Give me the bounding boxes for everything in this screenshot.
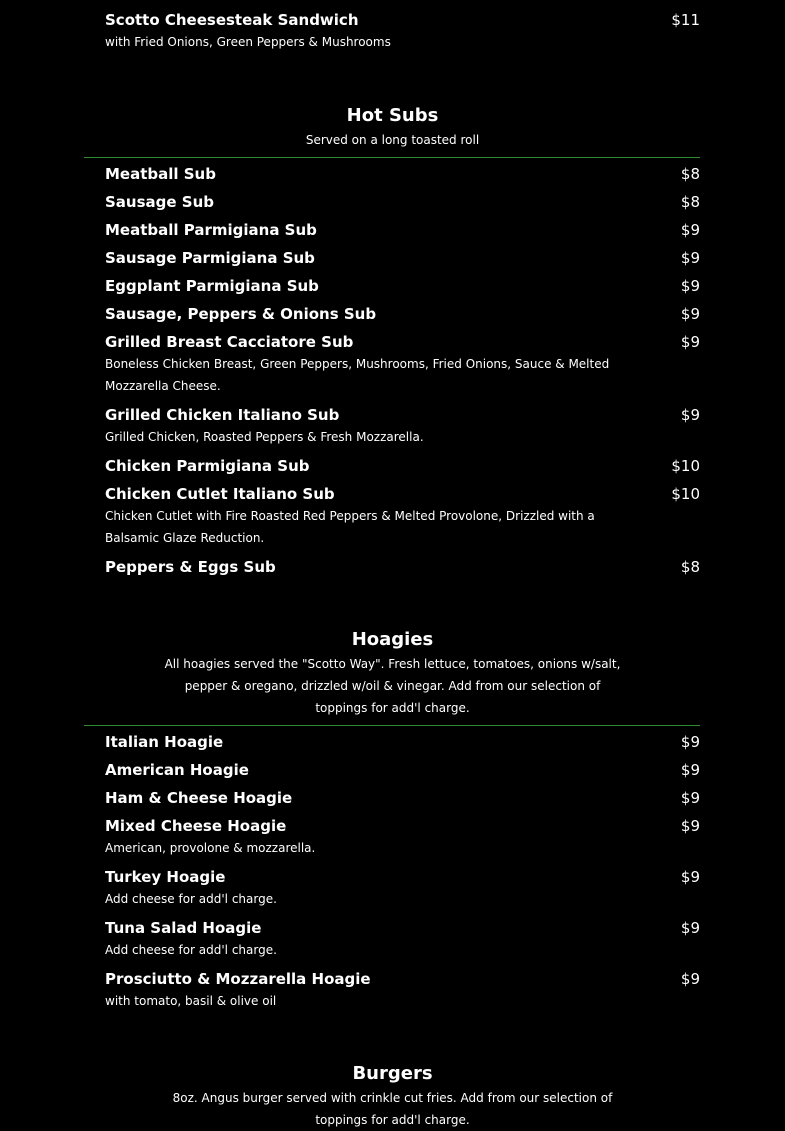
section-title: Hoagies	[351, 629, 434, 650]
menu-item	[105, 816, 700, 859]
item-price: $8	[680, 558, 700, 576]
section-title: Hot Subs	[346, 105, 439, 126]
item-name: Peppers & Eggs Sub	[105, 558, 276, 576]
section-subtitle: 8oz. Angus burger served with crinkle cut fries. Add from our selection of toppings for add'l charge.	[172, 1091, 613, 1127]
menu-item	[105, 220, 700, 240]
menu-item	[105, 248, 700, 268]
item-price: $11	[671, 11, 700, 29]
item-name: American Hoagie	[105, 761, 249, 779]
section-burgers	[0, 1062, 785, 1131]
section-subtitle: Served on a long toasted roll	[305, 133, 480, 147]
item-name: Mixed Cheese Hoagie	[105, 817, 287, 835]
item-name: Meatball Parmigiana Sub	[105, 221, 317, 239]
item-price: $9	[680, 868, 700, 886]
item-price: $9	[680, 333, 700, 351]
hot-subs-list	[105, 164, 700, 577]
item-name: Tuna Salad Hoagie	[105, 919, 262, 937]
item-name: Eggplant Parmigiana Sub	[105, 277, 319, 295]
item-description: Grilled Chicken, Roasted Peppers & Fresh Mozzarella.	[105, 430, 424, 444]
item-price: $9	[680, 277, 700, 295]
item-price: $9	[680, 733, 700, 751]
item-price: $9	[680, 249, 700, 267]
item-name: Sausage, Peppers & Onions Sub	[105, 305, 377, 323]
section-hoagies	[0, 628, 785, 1020]
item-name: Italian Hoagie	[105, 733, 224, 751]
item-description: Add cheese for add'l charge.	[105, 943, 277, 957]
item-name: Scotto Cheesesteak Sandwich	[105, 11, 359, 29]
item-price: $10	[671, 485, 700, 503]
menu-item	[105, 969, 700, 1012]
menu-item	[105, 867, 700, 910]
menu-item	[105, 164, 700, 184]
menu-item	[105, 484, 700, 549]
section-divider	[84, 725, 700, 726]
item-name: Sausage Sub	[105, 193, 215, 211]
hoagies-list	[105, 732, 700, 1012]
item-description: with Fried Onions, Green Peppers & Mushrooms	[105, 35, 391, 49]
menu-item	[105, 192, 700, 212]
item-price: $9	[680, 789, 700, 807]
menu-item	[105, 332, 700, 397]
menu-item	[105, 276, 700, 296]
menu-item	[105, 918, 700, 961]
item-name: Ham & Cheese Hoagie	[105, 789, 293, 807]
menu-item	[105, 760, 700, 780]
menu-item	[105, 456, 700, 476]
item-price: $9	[680, 761, 700, 779]
menu-item	[105, 557, 700, 577]
item-name: Chicken Parmigiana Sub	[105, 457, 310, 475]
menu-item	[105, 732, 700, 752]
section-subtitle: All hoagies served the "Scotto Way". Fresh lettuce, tomatoes, onions w/salt, pepper & oregano, drizzled w/oil & vinegar. Add from our selection of toppings for add'l charge.	[164, 657, 621, 715]
item-name: Grilled Chicken Italiano Sub	[105, 406, 340, 424]
item-description: American, provolone & mozzarella.	[105, 841, 316, 855]
menu-item-scotto-cheesesteak	[105, 10, 700, 53]
item-name: Turkey Hoagie	[105, 868, 226, 886]
item-name: Chicken Cutlet Italiano Sub	[105, 485, 335, 503]
item-description: Chicken Cutlet with Fire Roasted Red Peppers & Melted Provolone, Drizzled with a Balsamic Glaze Reduction.	[105, 509, 595, 545]
item-price: $9	[680, 221, 700, 239]
item-price: $9	[680, 305, 700, 323]
item-price: $10	[671, 457, 700, 475]
item-price: $8	[680, 193, 700, 211]
item-name: Grilled Breast Cacciatore Sub	[105, 333, 354, 351]
section-title: Burgers	[352, 1063, 433, 1084]
item-price: $9	[680, 817, 700, 835]
item-name: Sausage Parmigiana Sub	[105, 249, 315, 267]
item-price: $9	[680, 406, 700, 424]
item-price: $9	[680, 919, 700, 937]
menu-item	[105, 304, 700, 324]
item-description: Boneless Chicken Breast, Green Peppers, Mushrooms, Fried Onions, Sauce & Melted Mozzarella Cheese.	[105, 357, 610, 393]
item-description: with tomato, basil & olive oil	[105, 994, 277, 1008]
item-description: Add cheese for add'l charge.	[105, 892, 277, 906]
item-name: Meatball Sub	[105, 165, 216, 183]
item-name: Prosciutto & Mozzarella Hoagie	[105, 970, 371, 988]
menu-item	[105, 788, 700, 808]
section-hot-subs	[0, 104, 785, 585]
menu-item	[105, 405, 700, 448]
item-price: $9	[680, 970, 700, 988]
item-price: $8	[680, 165, 700, 183]
section-divider	[84, 157, 700, 158]
